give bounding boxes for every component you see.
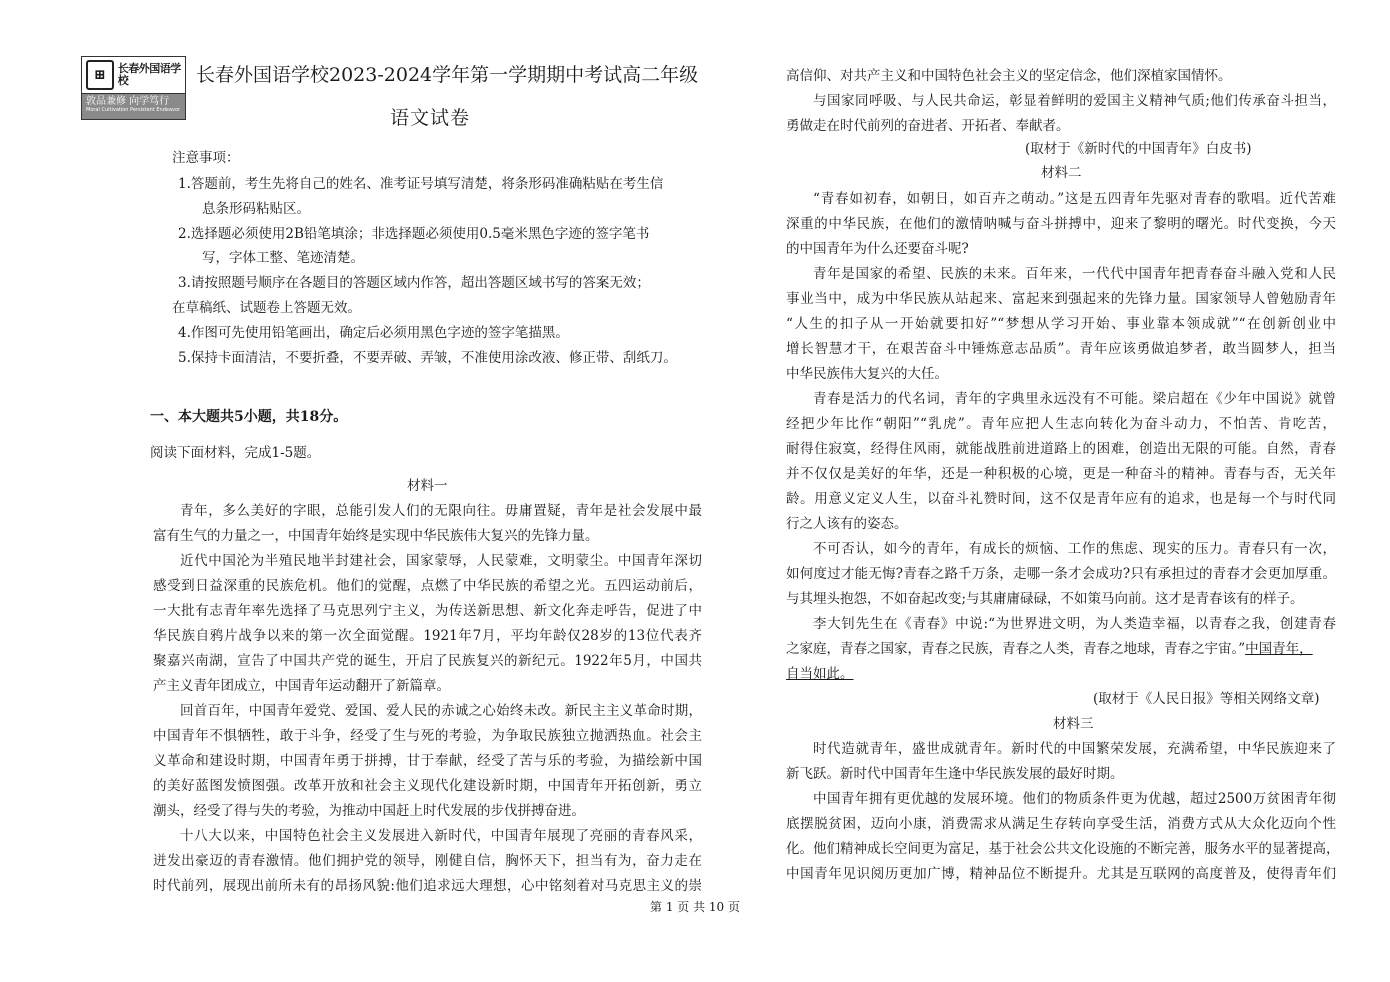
paragraph-line: 十八大以来，中国特色社会主义发展进入新时代，中国青年展现了亮丽的青春风采， bbox=[180, 828, 702, 844]
exam-subtitle: 语文试卷 bbox=[390, 107, 471, 129]
paragraph-line: 回首百年，中国青年爱党、爱国、爱人民的赤诚之心始终未改。新民主主义革命时期， bbox=[180, 703, 702, 719]
exam-title: 长春外国语学校2023-2024学年第一学期期中考试高二年级 bbox=[196, 64, 699, 86]
page-number: 第 1 页 共 10 页 bbox=[650, 900, 740, 914]
paragraph-line: 增长智慧才干，在艰苦奋斗中锤炼意志品质”。青年应该勇做追梦者，敢当圆梦人，担当 bbox=[786, 341, 1336, 357]
paragraph-line: 底摆脱贫困，迈向小康，消费需求从满足生存转向享受生活，消费方式从大众化迈向个性 bbox=[786, 816, 1336, 832]
paragraph-line: 耐得住寂寞，经得住风雨，就能战胜前进道路上的困难，创造出无限的可能。自然，青春 bbox=[786, 441, 1336, 457]
notice-line: 息条形码粘贴区。 bbox=[202, 201, 310, 217]
paragraph-line: 新飞跃。新时代中国青年生逢中华民族发展的最好时期。 bbox=[786, 766, 1124, 782]
paragraph-line bbox=[786, 637, 1336, 657]
paragraph-line: 经把少年比作“朝阳”“乳虎”。青年应把人生志向转化为奋斗动力，不怕苦、肯吃苦， bbox=[786, 416, 1336, 432]
paragraph-line: 时代造就青年，盛世成就青年。新时代的中国繁荣发展，充满希望，中华民族迎来了 bbox=[813, 741, 1336, 757]
paragraph-line: 李大钊先生在《青春》中说:“为世界进文明，为人类造幸福，以青春之我，创建青春 bbox=[813, 616, 1336, 632]
notice-line: 5.保持卡面清洁，不要折叠，不要弄破、弄皱，不准使用涂改液、修正带、刮纸刀。 bbox=[178, 350, 677, 366]
logo-motto: 敦品兼修 向学笃行 bbox=[86, 96, 170, 107]
paragraph-line: 如何度过才能无悔?青春之路千万条，走哪一条才会成功?只有承担过的青春才会更加厚重。 bbox=[786, 566, 1336, 582]
paragraph-line: 青春是活力的代名词，青年的字典里永远没有不可能。梁启超在《少年中国说》就曾 bbox=[813, 391, 1336, 407]
paragraph-line: 事业当中，成为中华民族从站起来、富起来到强起来的先锋力量。国家领导人曾勉励青年 bbox=[786, 291, 1336, 307]
paragraph-line: 义革命和建设时期，中国青年勇于拼搏，甘于奉献，经受了苦与乐的考验，为描绘新中国 bbox=[153, 753, 702, 769]
paragraph-line: 富有生气的力量之一，中国青年始终是实现中华民族伟大复兴的先锋力量。 bbox=[153, 528, 599, 544]
paragraph-line: 中国青年拥有更优越的发展环境。他们的物质条件更为优越，超过2500万贫困青年彻 bbox=[813, 791, 1336, 807]
notice-line: 2.选择题必须使用2B铅笔填涂；非选择题必须使用0.5毫米黑色字迹的签字笔书 bbox=[178, 226, 650, 242]
paragraph-line: 高信仰、对共产主义和中国特色社会主义的坚定信念，他们深植家国情怀。 bbox=[786, 68, 1232, 84]
notice-line: 4.作图可先使用铅笔画出，确定后必须用黑色字迹的签字笔描黑。 bbox=[178, 325, 569, 341]
notice-line: 3.请按照题号顺序在各题目的答题区域内作答，超出答题区域书写的答案无效； bbox=[178, 275, 650, 291]
paragraph-line bbox=[786, 662, 1336, 682]
material-2-title: 材料二 bbox=[1041, 165, 1082, 181]
paragraph-line: “人生的扣子从一开始就要扣好”“梦想从学习开始、事业靠本领成就”“在创新创业中 bbox=[786, 316, 1336, 332]
paragraph-line: 一大批有志青年率先选择了马克思列宁主义，为传送新思想、新文化奔走呼告，促进了中 bbox=[153, 603, 702, 619]
paragraph-line: 的中国青年为什么还要奋斗呢? bbox=[786, 241, 969, 257]
logo-school-name: 长春外国语学校 bbox=[117, 61, 181, 87]
paragraph-line: 中国青年见识阅历更加广博，精神品位不断提升。尤其是互联网的高度普及，使得青年们 bbox=[786, 866, 1336, 882]
notices-heading: 注意事项： bbox=[172, 150, 240, 166]
paragraph-line: 深重的中华民族，在他们的激情呐喊与奋斗拼搏中，迎来了黎明的曙光。时代变换，今天 bbox=[786, 216, 1336, 232]
material-3-title: 材料三 bbox=[1053, 716, 1094, 732]
underlined-phrase: 自当如此。 bbox=[786, 666, 854, 682]
paragraph-line: 产主义青年团成立，中国青年运动翻开了新篇章。 bbox=[153, 678, 450, 694]
school-emblem-icon: ⊞ bbox=[86, 60, 114, 90]
underlined-phrase: 中国青年， bbox=[1245, 641, 1313, 657]
school-logo bbox=[81, 56, 186, 120]
paragraph-line: 时代前列，展现出前所未有的昂扬风貌:他们追求远大理想，心中铭刻着对马克思主义的崇 bbox=[153, 878, 702, 894]
paragraph-line: 中华民族伟大复兴的大任。 bbox=[786, 366, 948, 382]
paragraph-line: 中国青年不惧牺牲，敢于斗争，经受了生与死的考验，为争取民族独立抛洒热血。社会主 bbox=[153, 728, 702, 744]
paragraph-line: 龄。用意义定义人生，以奋斗礼赞时间，这不仅是青年应有的追求，也是每一个与时代同 bbox=[786, 491, 1336, 507]
material-1-title: 材料一 bbox=[407, 478, 448, 494]
paragraph-line: 行之人该有的姿态。 bbox=[786, 516, 908, 532]
paragraph-line: 华民族自鸦片战争以来的第一次全面觉醒。1921年7月，平均年龄仅28岁的13位代表齐 bbox=[153, 628, 702, 644]
source-citation: (取材于《人民日报》等相关网络文章) bbox=[1093, 691, 1320, 707]
notice-line: 在草稿纸、试题卷上答题无效。 bbox=[172, 300, 361, 316]
paragraph-line: 勇做走在时代前列的奋进者、开拓者、奉献者。 bbox=[786, 118, 1070, 134]
paragraph-line: 与其埋头抱怨，不如奋起改变;与其庸庸碌碌，不如策马向前。这才是青春该有的样子。 bbox=[786, 591, 1304, 607]
source-citation: (取材于《新时代的中国青年》白皮书) bbox=[1025, 141, 1252, 157]
section-heading: 一、本大题共5小题，共18分。 bbox=[150, 409, 348, 425]
paragraph-text: 之家庭，青春之国家，青春之民族，青春之人类，青春之地球，青春之宇宙。” bbox=[786, 641, 1246, 657]
notice-line: 写，字体工整、笔迹清楚。 bbox=[202, 250, 364, 266]
paragraph-line: “青春如初春，如朝日，如百卉之萌动。”这是五四青年先驱对青春的歌唱。近代苦难 bbox=[813, 191, 1336, 207]
paragraph-line: 的美好蓝图发愤图强。改革开放和社会主义现代化建设新时期，中国青年开拓创新，勇立 bbox=[153, 778, 702, 794]
paragraph-line: 感受到日益深重的民族危机。他们的觉醒，点燃了中华民族的希望之光。五四运动前后， bbox=[153, 578, 702, 594]
logo-motto-en: Moral Cultivation Persistent Endeavor bbox=[86, 107, 181, 113]
paragraph-line: 聚嘉兴南湖，宣告了中国共产党的诞生，开启了民族复兴的新纪元。1922年5月，中国共 bbox=[153, 653, 702, 669]
paragraph-line: 近代中国沦为半殖民地半封建社会，国家蒙辱，人民蒙难，文明蒙尘。中国青年深切 bbox=[180, 553, 702, 569]
paragraph-line: 并不仅仅是美好的年华，还是一种积极的心境，更是一种奋斗的精神。青春与否，无关年 bbox=[786, 466, 1336, 482]
paragraph-line: 青年，多么美好的字眼，总能引发人们的无限向往。毋庸置疑，青年是社会发展中最 bbox=[180, 503, 702, 519]
notice-line: 1.答题前，考生先将自己的姓名、准考证号填写清楚，将条形码准确粘贴在考生信 bbox=[178, 176, 664, 192]
paragraph-line: 不可否认，如今的青年，有成长的烦恼、工作的焦虑、现实的压力。青春只有一次， bbox=[813, 541, 1336, 557]
paragraph-line: 与国家同呼吸、与人民共命运，彰显着鲜明的爱国主义精神气质;他们传承奋斗担当， bbox=[813, 93, 1336, 109]
paragraph-line: 潮头，经受了得与失的考验，为推动中国赶上时代发展的步伐拼搏奋进。 bbox=[153, 803, 585, 819]
paragraph-line: 青年是国家的希望、民族的未来。百年来，一代代中国青年把青春奋斗融入党和人民 bbox=[813, 266, 1336, 282]
paragraph-line: 化。他们精神成长空间更为富足，基于社会公共文化设施的不断完善，服务水平的显著提高， bbox=[786, 841, 1340, 857]
paragraph-line: 迸发出豪迈的青春激情。他们拥护党的领导，刚健自信，胸怀天下，担当有为，奋力走在 bbox=[153, 853, 702, 869]
section-intro: 阅读下面材料，完成1-5题。 bbox=[150, 445, 321, 461]
